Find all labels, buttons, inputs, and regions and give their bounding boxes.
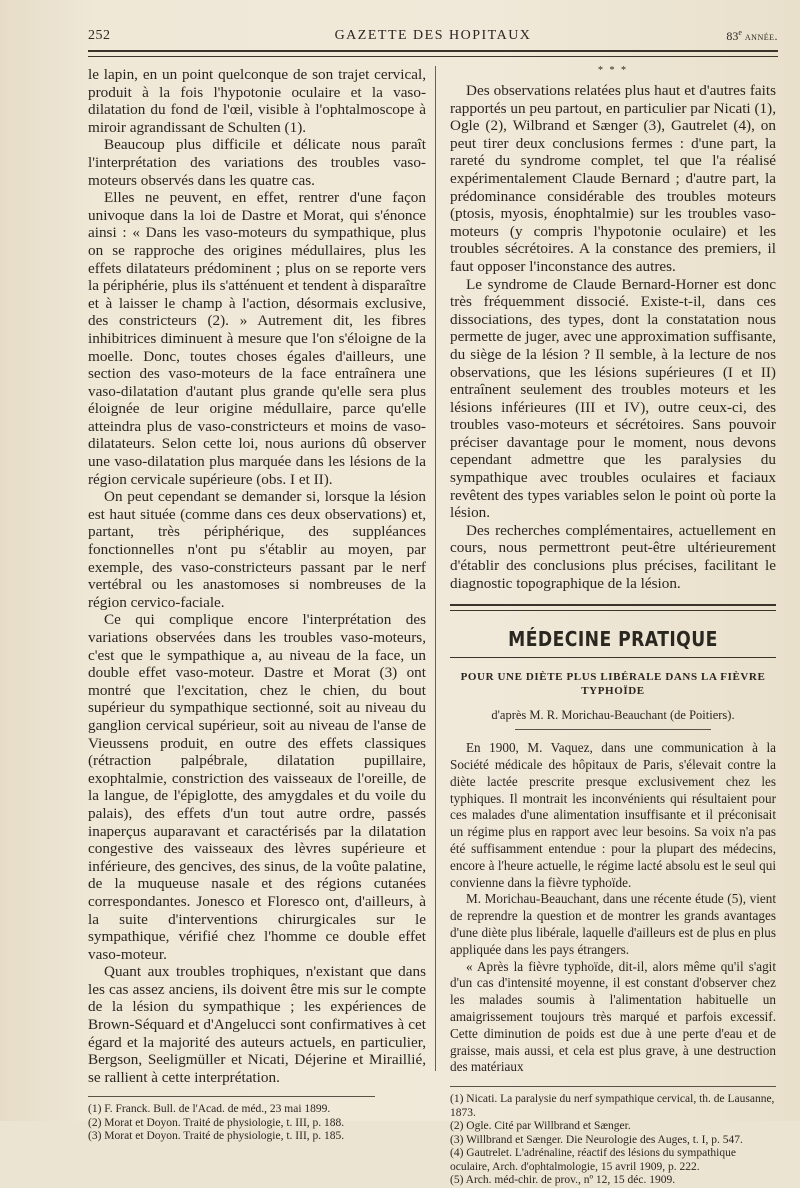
footnote-rule [450,1086,776,1087]
footnote: (5) Arch. méd-chir. de prov., nº 12, 15 déc. 1909. [450,1174,676,1187]
paragraph: Elles ne peuvent, en effet, rentrer d'une façon univoque dans la loi de Dastre et Morat, qui s'énonce ainsi : « Dans les vaso-moteurs du sympathique, plus on se rapproche des origines médullaires, plus les effets dilatateurs prédominent ; plus on se reporte vers la périphérie, plus ils s'atténuent et tendent à disparaître et à laisser le champ à l'action, désormais exclusive, des constricteurs (2). » Autrement dit, les fibres inhibitrices diminuent à mesure que l'on s'éloigne de la moelle. Donc, toutes choses égales d'ailleurs, une section des vaso-moteurs de la face entraînera une vaso-dilatation d'autant plus grande qu'elle sera plus éloignée de leur origine médullaire, parce qu'elle atteindra plus de vaso-constricteurs et moins de vaso-dilatateurs. Selon cette loi, nous aurions dû observer une vaso-dilatation plus marquée dans les lésions de la région cervicale supérieure (obs. I et II). [88,189,426,488]
paragraph: Ce qui complique encore l'interprétation des variations observées dans les troubles vaso-moteurs, c'est que le sympathique a, au niveau de la face, un double effet vaso-moteur. Dastre et Morat (3) ont montré que l'excitation, chez le chien, du bout supérieur du sympathique sectionné, soit au niveau du ganglion cervical supérieur, soit au niveau de l'anse de Vieussens produit, en outre des effets classiques (rétraction palpébrale, dilatation pupillaire, exophtalmie, constriction des vaisseaux de l'oreille, de la langue, de l'épiglotte, des amygdales et du voile du palais), des effets d'un tout autre ordre, passés inaperçus auparavant et caractérisés par la dilatation congestive des vaisseaux des lèvres supérieure et inférieure, des gencives, des sinus, de la voûte palatine, de la muqueuse nasale et des régions cutanées correspondantes. Jonesco et Floresco ont, d'ailleurs, à la suite d'interventions chirurgicales sur le sympathique, vérifié chez l'homme ce double effet vaso-moteur. [88,611,426,963]
footnote: (3) Willbrand et Sænger. Die Neurologie des Auges, t. I, p. 547. [450,1133,743,1146]
year-label: 83e année. [726,28,778,43]
paragraph: En 1900, M. Vaquez, dans une communication à la Société médicale des hôpitaux de Paris, s'élevait contre la diète lactée prescrite presque exclusivement chez les typhiques. Il montrait les inconvénients qui résultaient pour ces malades d'une alimentation insuffisante et il préconisait un régime plus en rapport avec leur besoins. Sa voix n'a pas été suffisamment entendue : pour la plupart des médecins, encore à l'heure actuelle, le régime lacté absolu est le seul qui convienne dans la fièvre typhoïde. [450,740,776,890]
footnote: (2) Ogle. Cité par Willbrand et Sænger. [450,1120,631,1133]
paragraph: M. Morichau-Beauchant, dans une récente étude (5), vient de reprendre la question et de montrer les grands avantages d'une diète plus libérale, laquelle d'ailleurs est de plus en plus appliquée dans les pays étrangers. [450,891,776,957]
footnote: (3) Morat et Doyon. Traité de physiologie, t. III, p. 185. [88,1130,345,1143]
paragraph: le lapin, en un point quelconque de son trajet cervical, produit à la fois l'hypotonie oculaire et la vaso-dilatation du fond de l'œil, visible à l'ophtalmoscope à miroir agrandissant de Schulten (1). [88,66,426,136]
paragraph: Des observations relatées plus haut et d'autres faits rapportés un peu partout, en particulier par Nicati (1), Ogle (2), Wilbrand et Sænger (3), Gautrelet (4), on peut tirer deux conclusions fermes : d'une part, la rareté du syndrome complet, tel que l'a réalisé expérimentalement Claude Bernard ; d'autre part, la prédominance considérable des troubles moteurs (ptosis, myosis, énophtalmie) sur les troubles vaso-moteurs (y compris l'hypotonie oculaire) et les troubles sécrétoires. A la constance des premiers, il faut opposer l'inconstance des autres. [450,82,776,275]
article-title: POUR UNE DIÈTE PLUS LIBÉRALE DANS LA FIÈVRE TYPHOÏDE [460,671,766,698]
right-column [450,66,776,1188]
left-column [88,66,426,1144]
title-rule [450,657,776,658]
section-rule [450,604,776,611]
byline-rule [515,729,711,730]
paragraph: Beaucoup plus difficile et délicate nous paraît l'interprétation des variations des troubles vaso-moteurs observés dans les quatre cas. [88,136,426,189]
byline: d'après M. R. Morichau-Beauchant (de Poitiers). [491,708,735,723]
page-header [88,28,778,46]
footnote: (2) Morat et Doyon. Traité de physiologie, t. III, p. 188. [88,1116,345,1129]
footnote-rule [88,1096,375,1097]
footnotes [88,1103,426,1144]
paragraph: Quant aux troubles trophiques, n'existant que dans les cas assez anciens, ils doivent être mis sur le compte de la lésion du sympathique ; les expériences de Brown-Séquard et d'Angelucci sont confirmatives à cet égard et la majorité des auteurs actuels, en particulier, Bergson, Seeligmüller et Nicati, Déjerine et Miraillié, se rallient à cette interprétation. [88,963,426,1086]
paragraph: « Après la fièvre typhoïde, dit-il, alors même qu'il s'agit d'un cas d'intensité moyenne, il est constant d'observer chez les malades soumis à l'alimentation habituelle un amaigrissement toujours très marqué et parfois excessif. Cette diminution de poids est due à une perte d'eau et de graisse, mais aussi, et cela est plus grave, à une destruction des matériaux [450,958,776,1075]
footnote: (1) Nicati. La paralysie du nerf sympathique cervical, th. de Lausanne, 1873. [450,1093,775,1119]
header-rule [88,50,778,57]
section-separator: * * * [598,65,628,76]
footnotes [450,1093,776,1188]
paragraph: Le syndrome de Claude Bernard-Horner est donc très fréquemment dissocié. Existe-t-il, dans ces dissociations, des types, dont la constatation nous permette de juger, avec une approximation suffisante, du siège de la lésion ? Il semble, à la lecture de nos observations, que les lésions supérieures (I et II) entraînent seulement des troubles moteurs et les lésions inférieures (III et IV), outre ceux-ci, des troubles vaso-moteurs et sécrétoires. Sans pouvoir préciser davantage pour le moment, nous devons cependant admettre que les paralysies du sympathique avec troubles oculaires et faciaux revêtent des types variables selon le point où porte la lésion. [450,275,776,522]
footnote: (1) F. Franck. Bull. de l'Acad. de méd., 23 mai 1899. [88,1103,331,1116]
page-number: 252 [88,28,111,43]
footnote: (4) Gautrelet. L'adrénaline, réactif des lésions du sympathique oculaire, Arch. d'ophtalmologie, 15 avril 1909, p. 222. [450,1147,736,1173]
section-title: MÉDECINE PRATIQUE [508,627,718,652]
paragraph: Des recherches complémentaires, actuellement en cours, nous permettront peut-être ultérieurement d'établir des conclusions plus précises, facilitant le diagnostic topographique de la lésion. [450,521,776,592]
paragraph: On peut cependant se demander si, lorsque la lésion est haut située (comme dans ces deux observations) et, partant, très périphérique, des suppléances fonctionnelles n'ont pu s'établir au moyen, par exemple, des vaso-constricteurs passant par le nerf vertébral ou les anastomoses si nombreuses de la région cervico-faciale. [88,488,426,611]
column-divider [435,66,436,1071]
journal-title: GAZETTE DES HOPITAUX [334,28,532,43]
article-body [450,740,776,1076]
